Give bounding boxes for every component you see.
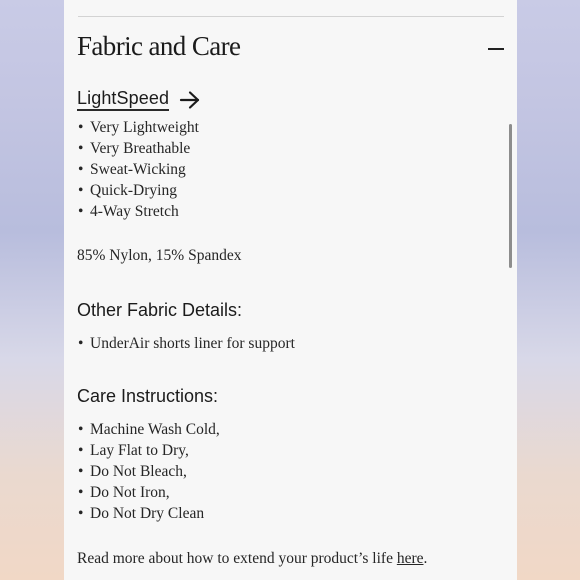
other-details-heading: Other Fabric Details:: [77, 300, 243, 320]
scrollbar[interactable]: [509, 124, 512, 268]
here-link[interactable]: here: [396, 550, 424, 567]
list-item: • Very Breathable: [78, 140, 191, 157]
footer-text: [77, 550, 427, 568]
footer-end: .: [423, 550, 428, 567]
list-item: • Very Lightweight: [78, 119, 199, 136]
feature-text: 4-Way Stretch: [90, 203, 179, 220]
lightspeed-link-label: LightSpeed: [77, 88, 169, 111]
minus-icon[interactable]: [488, 48, 504, 50]
fabric-care-panel: [64, 0, 517, 580]
list-item: • Lay Flat to Dry,: [78, 442, 189, 459]
list-item: • Sweat-Wicking: [78, 161, 186, 178]
list-item: • Quick-Drying: [78, 182, 177, 199]
fabric-composition: 85% Nylon, 15% Spandex: [77, 247, 242, 264]
top-divider: [78, 16, 504, 17]
section-title: Fabric and Care: [77, 31, 241, 61]
list-item: • 4-Way Stretch: [78, 203, 179, 220]
arrow-right-icon: [179, 90, 201, 110]
feature-text: Quick-Drying: [90, 182, 177, 199]
detail-text: UnderAir shorts liner for support: [90, 335, 295, 352]
care-heading: Care Instructions:: [77, 386, 219, 406]
feature-text: Very Breathable: [90, 140, 191, 157]
feature-list: [78, 117, 199, 222]
feature-text: Sweat-Wicking: [90, 161, 186, 178]
list-item: • Do Not Dry Clean: [78, 505, 205, 522]
list-item: • Machine Wash Cold,: [78, 421, 220, 438]
feature-text: Very Lightweight: [90, 119, 199, 136]
footer-lead: Read more about how to extend your product’s life: [77, 550, 397, 567]
list-item: • UnderAir shorts liner for support: [78, 335, 295, 352]
care-list: [78, 419, 220, 524]
care-text: Do Not Bleach,: [90, 463, 187, 480]
care-text: Lay Flat to Dry,: [90, 442, 189, 459]
list-item: • Do Not Bleach,: [78, 463, 187, 480]
care-text: Do Not Dry Clean: [90, 505, 205, 522]
list-item: • Do Not Iron,: [78, 484, 170, 501]
care-text: Do Not Iron,: [90, 484, 170, 501]
other-details-list: [78, 333, 295, 354]
lightspeed-link[interactable]: [77, 88, 201, 111]
care-text: Machine Wash Cold,: [90, 421, 220, 438]
